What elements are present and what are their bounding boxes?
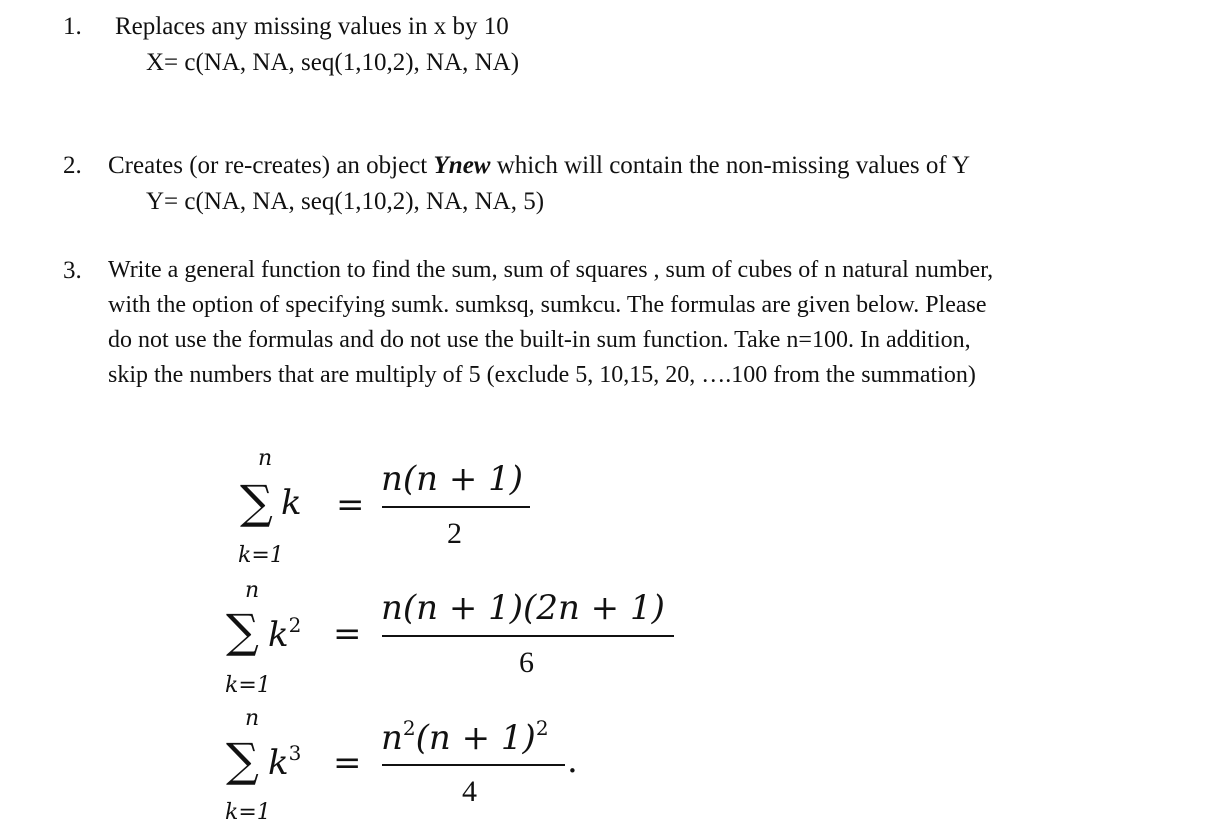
formula-2-lower-limit: k=1 [225,673,271,698]
item-2-code: Y= c(NA, NA, seq(1,10,2), NA, NA, 5) [146,188,545,215]
sigma-icon: ∑ [240,475,273,529]
formula-3-num-n-power: 2 [402,716,416,740]
formula-1-upper-limit: n [258,446,273,471]
formula-1-lower-limit: k=1 [238,543,284,568]
formula-3-numerator [381,716,549,758]
item-3-line-4: skip the numbers that are multiply of 5 (exclude 5, 10,15, 20, ….100 from the summation) [108,362,976,388]
formula-3-fraction-bar [382,764,565,766]
formula-3-term-base: k [268,743,289,783]
formula-3-num-paren-power: 2 [535,716,549,740]
formula-2-denominator: 6 [519,646,534,679]
item-1-text: Replaces any missing values in x by 10 [115,13,509,40]
formula-1-numerator: n(n + 1) [381,459,524,499]
item-2-text [108,153,970,178]
formula-3-upper-limit: n [245,706,260,731]
formula-1-term: k [281,483,302,523]
sigma-icon: ∑ [226,604,259,658]
formula-2-equals: = [333,614,362,654]
formula-3-num-paren: (n + 1) [415,718,536,758]
formula-3-equals: = [333,743,362,783]
item-3-line-1: Write a general function to find the sum, sum of squares , sum of cubes of n natural number, [108,257,994,283]
formula-2-upper-limit: n [245,578,260,603]
formula-1-denominator: 2 [447,517,462,550]
formula-2-term-power: 2 [288,613,302,637]
item-2-text-before: Creates (or re-creates) an object [108,152,434,179]
formula-3-term-power: 3 [288,741,302,765]
formula-2-term [268,613,302,655]
item-2-number: 2. [63,152,82,179]
formula-3-lower-limit: k=1 [225,800,271,825]
formula-1-fraction-bar [382,506,530,508]
formula-1-equals: = [336,485,365,525]
item-3-line-3: do not use the formulas and do not use the built-in sum function. Take n=100. In addition, [108,327,971,353]
formula-2-numerator: n(n + 1)(2n + 1) [381,588,665,628]
formula-3-trailing-period: . [567,741,578,781]
formula-3-num-n: n [381,718,403,758]
item-1-code: X= c(NA, NA, seq(1,10,2), NA, NA) [146,49,520,76]
formula-3-term [268,741,302,783]
item-2-text-after: which will contain the non-missing values of Y [490,152,971,179]
formula-2-fraction-bar [382,635,674,637]
item-2-object-name: Ynew [433,152,491,179]
item-3-number: 3. [63,257,82,284]
item-1-number: 1. [63,13,82,40]
formula-2-term-base: k [268,615,289,655]
formula-3-denominator: 4 [462,775,477,808]
sigma-icon: ∑ [226,733,259,787]
item-3-line-2: with the option of specifying sumk. sumksq, sumkcu. The formulas are given below. Please [108,292,987,318]
